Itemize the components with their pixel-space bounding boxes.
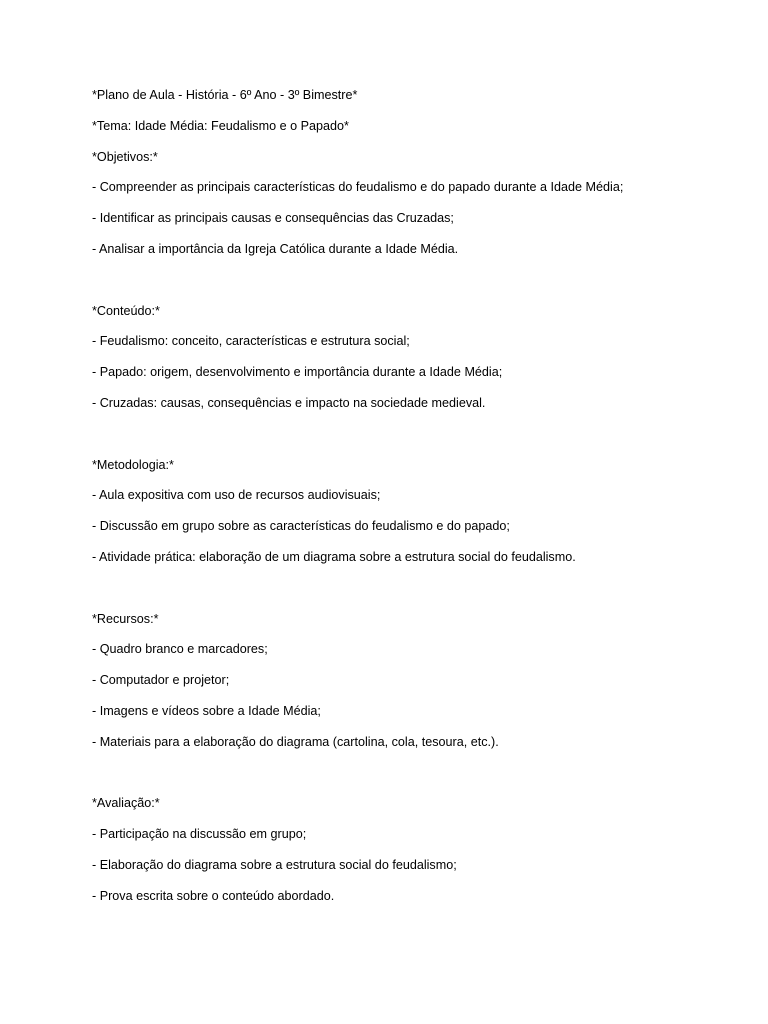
list-item: - Elaboração do diagrama sobre a estrutura social do feudalismo; [92, 857, 457, 872]
list-item: - Papado: origem, desenvolvimento e importância durante a Idade Média; [92, 365, 503, 380]
list-item: - Quadro branco e marcadores; [92, 642, 268, 657]
list-item: - Analisar a importância da Igreja Católica durante a Idade Média. [92, 241, 459, 256]
section-spacer [92, 579, 732, 610]
section-heading-conteudo: *Conteúdo:* [92, 303, 160, 318]
section-spacer [92, 764, 732, 795]
document-body [92, 86, 732, 918]
list-item: - Aula expositiva com uso de recursos audiovisuais; [92, 488, 381, 503]
list-item: - Atividade prática: elaboração de um diagrama sobre a estrutura social do feudalismo. [92, 549, 576, 564]
list-item: - Discussão em grupo sobre as características do feudalismo e do papado; [92, 519, 510, 534]
section-heading-avaliacao: *Avaliação:* [92, 796, 160, 811]
list-item: - Feudalismo: conceito, características e estrutura social; [92, 334, 410, 349]
section-heading-recursos: *Recursos:* [92, 611, 159, 626]
list-item: - Prova escrita sobre o conteúdo abordado. [92, 888, 335, 903]
list-item: - Imagens e vídeos sobre a Idade Média; [92, 703, 321, 718]
list-item: - Cruzadas: causas, consequências e impacto na sociedade medieval. [92, 395, 486, 410]
section-spacer [92, 271, 732, 302]
list-item: - Participação na discussão em grupo; [92, 827, 307, 842]
list-item: - Identificar as principais causas e consequências das Cruzadas; [92, 211, 454, 226]
list-item: - Computador e projetor; [92, 673, 230, 688]
section-spacer [92, 425, 732, 456]
section-heading-objetivos: *Objetivos:* [92, 149, 158, 164]
lesson-theme: *Tema: Idade Média: Feudalismo e o Papado* [92, 118, 349, 133]
section-heading-metodologia: *Metodologia:* [92, 457, 174, 472]
list-item: - Materiais para a elaboração do diagrama (cartolina, cola, tesoura, etc.). [92, 734, 499, 749]
list-item: - Compreender as principais características do feudalismo e do papado durante a Idade Média; [92, 180, 624, 195]
lesson-plan-title: *Plano de Aula - História - 6º Ano - 3º Bimestre* [92, 88, 358, 102]
